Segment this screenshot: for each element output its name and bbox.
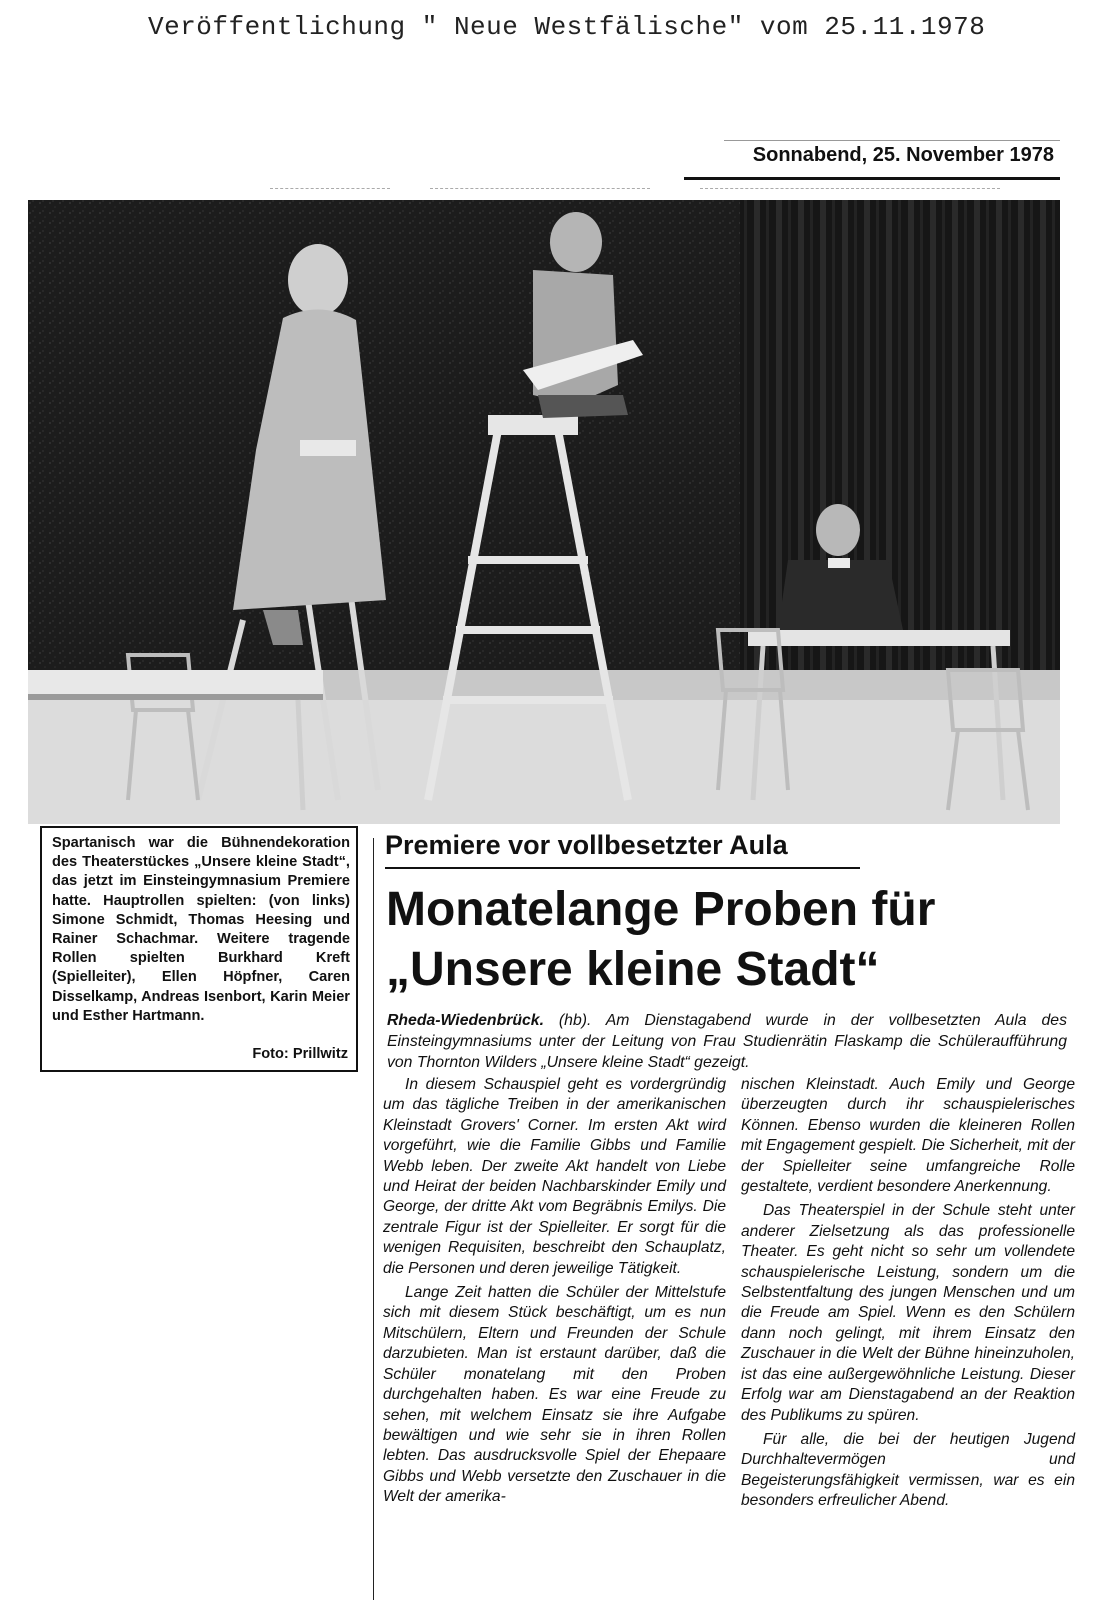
column-1-paragraph-2: Lange Zeit hatten die Schüler der Mittelstufe sich mit diesem Stück beschäftigt, um es nun Mitschülern, Eltern und Freunden der Schule darzubieten. Man ist erstaunt darüber, daß die Schüler monatelang mit den Proben durchgehalten haben. Es war eine Freude zu sehen, mit welchem Einsatz sie ihre Aufgabe bewältigen und wie sehr sie in ihren Rollen lebten. Das ausdrucksvolle Spiel der Ehepaare Gibbs und Webb versetzte den Zuschauer in die Welt der amerika- (383, 1284, 726, 1506)
lead-text: (hb). Am Dienstagabend wurde in der vollbesetzten Aula des Einsteingymnasiums unter der Leitung von Frau Studienrätin Flaskamp die Schüleraufführung von Thornton Wilders „Unsere kleine Stadt“ gezeigt. (387, 1012, 1067, 1071)
photo-credit: Foto: Prillwitz (252, 1046, 348, 1062)
article-column-2 (741, 1075, 1075, 1512)
stage-photo (28, 200, 1060, 824)
divider-dashed-right (700, 188, 1000, 189)
article-column-1 (383, 1075, 726, 1508)
dateline-top-rule (724, 140, 1060, 141)
column-divider (373, 838, 374, 1600)
dateline-date: Sonnabend, 25. November 1978 (752, 144, 1054, 166)
article-headline (386, 880, 1066, 1000)
kicker-underline (385, 867, 860, 869)
article-lead (387, 1010, 1067, 1073)
photo-caption: Spartanisch war die Bühnendekoration des Theaterstückes „Unsere kleine Stadt“, das jetzt im Einsteingymnasium Premiere hatte. Hauptrollen spielten: (von links) Simone Schmidt, Thomas Heesing und Rainer Schachmar. Weitere tragende Rollen spielten Burkhard Kreft (Spielleiter), Ellen Höpfner, Caren Disselkamp, Andreas Isenbort, Karin Meier und Esther Hartmann. (52, 835, 350, 1024)
divider-dashed-mid (430, 188, 650, 189)
dateline-bottom-rule (684, 177, 1060, 180)
headline-line-2: „Unsere kleine Stadt“ (386, 943, 880, 996)
stage-photo-illustration (28, 200, 1060, 824)
article-kicker: Premiere vor vollbesetzter Aula (385, 830, 788, 860)
column-1-paragraph-1: In diesem Schauspiel geht es vordergründig um das tägliche Treiben in der amerikanischen Kleinstadt Grovers' Corner. Im ersten Akt wird vorgeführt, wie die Familie Gibbs und Familie Webb leben. Der zweite Akt handelt von Liebe und Heirat der beiden Nachbarskinder Emily und George, der dritte Akt vom Begräbnis Emilys. Die zentrale Figur ist der Spielleiter. Er sorgt für die wenigen Requisiten, beschreibt den Schauplatz, die Personen und deren jeweilige Tätigkeit. (383, 1076, 726, 1277)
publication-note: Veröffentlichung " Neue Westfälische" vom 25.11.1978 (148, 12, 986, 42)
lead-place: Rheda-Wiedenbrück. (387, 1012, 544, 1029)
photo-caption-box (40, 826, 358, 1072)
headline-line-1: Monatelange Proben für (386, 883, 936, 936)
divider-dashed-left (270, 188, 390, 189)
column-2-paragraph-1: nischen Kleinstadt. Auch Emily und George überzeugten durch ihr schauspielerisches Können. Ebenso wurden die kleineren Rollen mit Engagement gespielt. Die Sicherheit, mit der der Spielleiter seine umfangreiche Rolle gestaltete, verdient besondere Anerkennung. (741, 1076, 1075, 1196)
column-2-paragraph-3: Für alle, die bei der heutigen Jugend Durchhaltevermögen und Begeisterungsfähigkeit vermissen, war es ein besonders erfreulicher Abend. (741, 1430, 1075, 1510)
column-2-paragraph-2: Das Theaterspiel in der Schule steht unter anderer Zielsetzung als das professionelle Theater. Es geht nicht so sehr um vollendete schauspielerische Leistung, sondern um die Selbstentfaltung des jungen Menschen und um die Freude am Spiel. Wenn es den Schülern dann noch gelingt, mit ihrem Einsatz den Zuschauer in die Welt der Bühne hineinzuholen, ist das eine außergewöhnliche Leistung. Dieser Erfolg war am Dienstagabend an der Reaktion des Publikums zu spüren. (741, 1202, 1075, 1424)
dateline-block (684, 140, 1060, 180)
